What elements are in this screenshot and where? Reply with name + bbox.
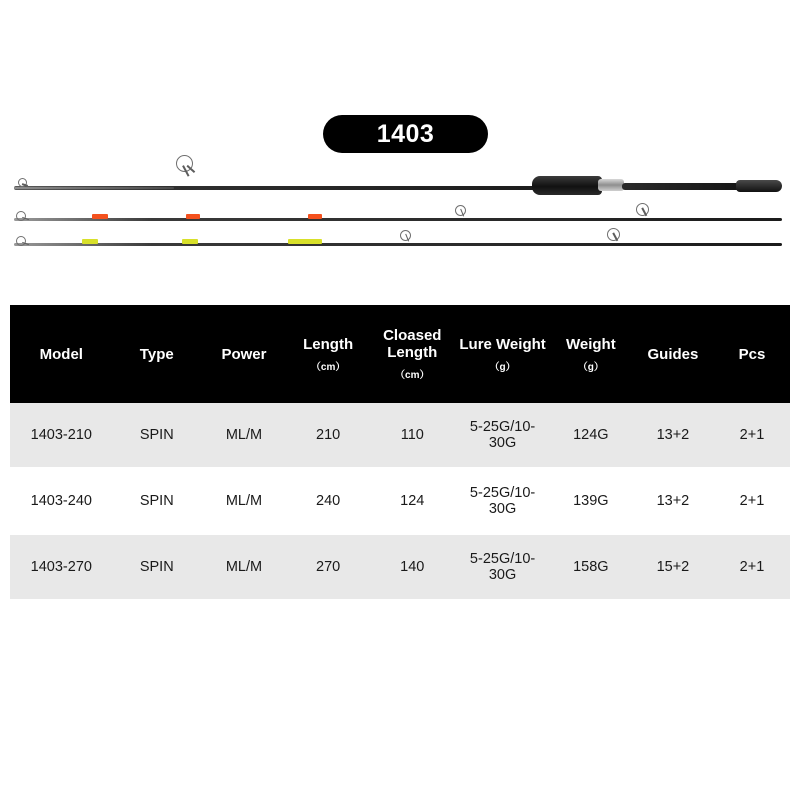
col-header-unit: （cm） xyxy=(395,370,430,381)
reel-seat-hood xyxy=(598,179,624,191)
rod-tip-taper xyxy=(14,187,174,189)
cell-power: ML/M xyxy=(201,468,287,534)
rod-blank xyxy=(14,218,782,221)
cell-pcs: 2+1 xyxy=(714,468,790,534)
cell-lure-weight: 5-25G/10-30G xyxy=(455,403,549,468)
col-header-weight xyxy=(550,305,632,403)
cell-weight: 124G xyxy=(550,403,632,468)
table-row xyxy=(10,403,790,468)
col-header-type xyxy=(113,305,201,403)
spec-table-head xyxy=(10,305,790,403)
tip-color-marker xyxy=(82,239,98,244)
table-row xyxy=(10,534,790,600)
cell-type: SPIN xyxy=(113,403,201,468)
product-image-area xyxy=(0,0,800,300)
col-header-unit: （cm） xyxy=(310,361,346,373)
col-header-power xyxy=(201,305,287,403)
rod-butt-section xyxy=(622,183,740,190)
cell-pcs: 2+1 xyxy=(714,403,790,468)
col-header-pcs xyxy=(714,305,790,403)
col-header-unit: （g） xyxy=(489,361,516,373)
spec-table-body xyxy=(10,403,790,600)
table-row xyxy=(10,468,790,534)
col-header-label: Pcs xyxy=(738,345,766,363)
col-header-unit: （g） xyxy=(577,361,604,373)
cell-length: 210 xyxy=(287,403,369,468)
col-header-label: Guides xyxy=(647,345,699,363)
cell-lure-weight: 5-25G/10-30G xyxy=(455,468,549,534)
cell-type: SPIN xyxy=(113,534,201,600)
col-header-label: Power xyxy=(221,345,267,363)
cell-lure-weight: 5-25G/10-30G xyxy=(455,534,549,600)
cell-closed-length: 124 xyxy=(369,468,455,534)
col-header-model xyxy=(10,305,113,403)
tip-color-marker xyxy=(308,214,322,219)
cell-power: ML/M xyxy=(201,403,287,468)
tip-color-marker xyxy=(288,239,322,244)
spec-table xyxy=(10,305,790,601)
col-header-label: Weight xyxy=(565,335,616,353)
col-header-label: Model xyxy=(39,345,83,363)
butt-cap xyxy=(736,180,782,192)
col-header-label: Length xyxy=(303,335,354,353)
cell-weight: 158G xyxy=(550,534,632,600)
spec-table-container xyxy=(10,305,790,601)
cell-pcs: 2+1 xyxy=(714,534,790,600)
table-header-row xyxy=(10,305,790,403)
col-header-closed-length xyxy=(369,305,455,403)
cell-guides: 15+2 xyxy=(632,534,714,600)
col-header-guides xyxy=(632,305,714,403)
cell-model: 1403-270 xyxy=(10,534,113,600)
col-header-label: Lure Weight xyxy=(459,335,546,353)
tip-color-marker xyxy=(182,239,198,244)
cell-power: ML/M xyxy=(201,534,287,600)
tip-color-marker xyxy=(186,214,200,219)
cell-guides: 13+2 xyxy=(632,468,714,534)
cell-model: 1403-210 xyxy=(10,403,113,468)
guide-ring-icon xyxy=(16,211,26,221)
col-header-length xyxy=(287,305,369,403)
cell-guides: 13+2 xyxy=(632,403,714,468)
cell-length: 270 xyxy=(287,534,369,600)
col-header-lure-weight xyxy=(455,305,549,403)
guide-ring-icon xyxy=(16,236,26,246)
reel-seat xyxy=(532,176,602,195)
model-badge xyxy=(323,115,488,153)
cell-closed-length: 110 xyxy=(369,403,455,468)
cell-length: 240 xyxy=(287,468,369,534)
rod-blank xyxy=(14,243,782,246)
tip-color-marker xyxy=(92,214,108,219)
cell-closed-length: 140 xyxy=(369,534,455,600)
cell-type: SPIN xyxy=(113,468,201,534)
cell-weight: 139G xyxy=(550,468,632,534)
col-header-label: Cloased Length xyxy=(383,327,442,361)
cell-model: 1403-240 xyxy=(10,468,113,534)
col-header-label: Type xyxy=(139,345,174,363)
model-badge-label: 1403 xyxy=(376,119,435,148)
